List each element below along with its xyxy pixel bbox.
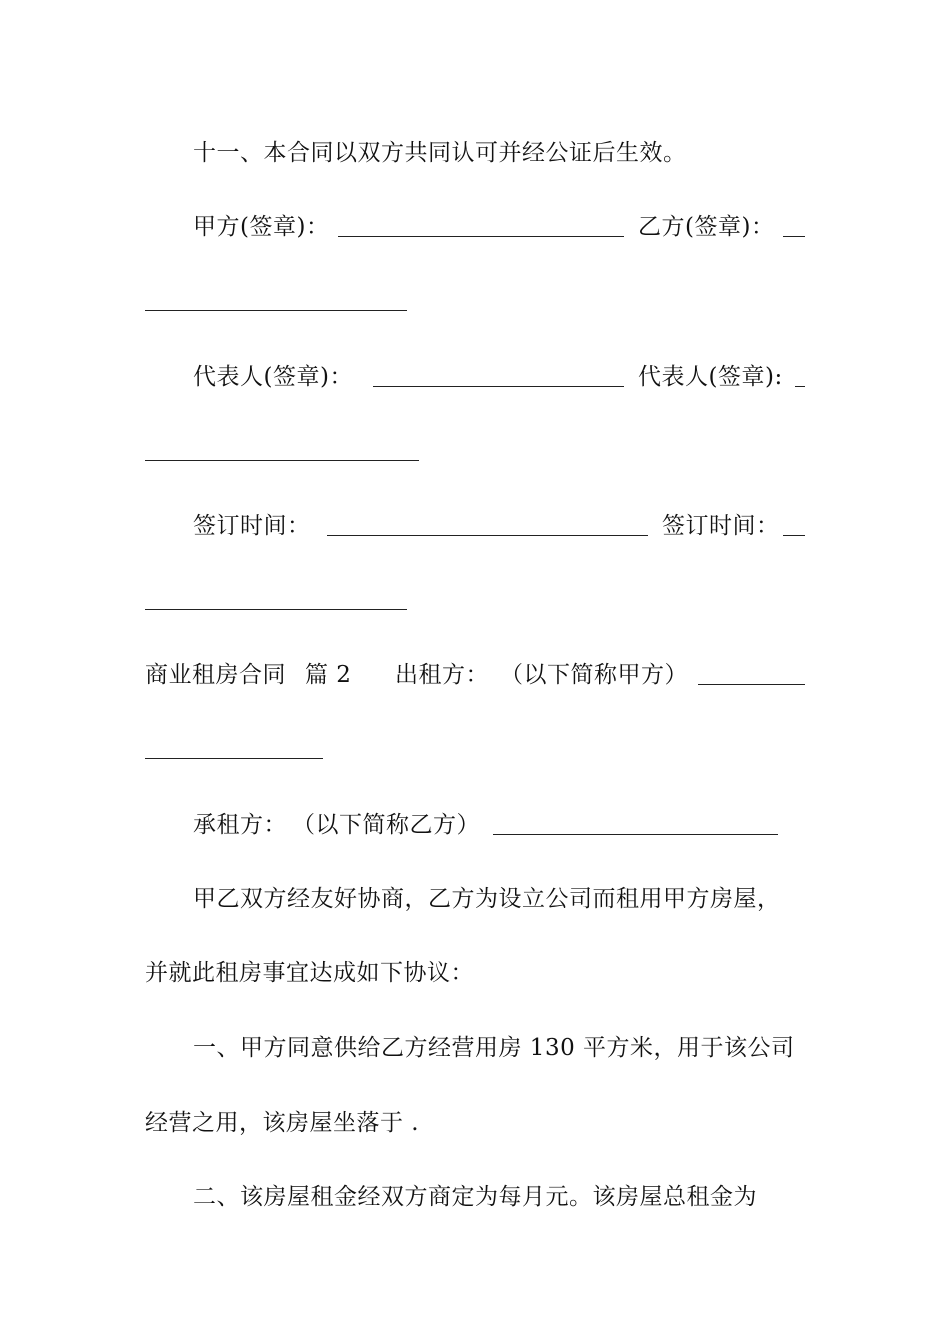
date-b-label: 签订时间：: [662, 513, 780, 539]
lessee-label: 承租方：: [193, 812, 287, 838]
date-b-blank-cont: [145, 609, 407, 610]
intro-line-2: 并就此租房事宜达成如下协议：: [145, 960, 474, 986]
clause-1-line-2: 经营之用，该房屋坐落于 .: [145, 1110, 420, 1136]
lessee-note: （以下简称乙方）: [292, 812, 480, 838]
rep-b-sign-blank-cont: [145, 460, 419, 461]
lessor-blank: [698, 684, 805, 685]
lessee-blank: [493, 834, 778, 835]
party-b-sign-label: 乙方(签章)：: [638, 214, 775, 240]
date-b-blank: [783, 535, 805, 536]
party-a-sign-blank: [338, 236, 624, 237]
rep-a-sign-blank: [373, 386, 624, 387]
lessor-blank-cont: [145, 758, 323, 759]
party-b-sign-blank: [783, 236, 805, 237]
party-b-sign-blank-cont: [145, 310, 407, 311]
rep-b-sign-blank: [795, 386, 805, 387]
lessor-label: 出租方：: [395, 662, 489, 688]
contract-title: 商业租房合同: [145, 662, 286, 688]
contract-chapter: 篇 2: [305, 662, 352, 688]
clause-11: 十一、本合同以双方共同认可并经公证后生效。: [193, 140, 687, 166]
clause-2-line-1: 二、该房屋租金经双方商定为每月元。该房屋总租金为: [193, 1184, 757, 1210]
rep-b-sign-label: 代表人(签章):: [638, 364, 783, 390]
date-a-label: 签订时间：: [193, 513, 311, 539]
clause-1-line-1: 一、甲方同意供给乙方经营用房 130 平方米，用于该公司: [193, 1035, 795, 1061]
lessor-note: （以下简称甲方）: [500, 662, 688, 688]
party-a-sign-label: 甲方(签章)：: [193, 214, 330, 240]
date-a-blank: [327, 535, 648, 536]
rep-a-sign-label: 代表人(签章)：: [193, 364, 353, 390]
intro-line-1: 甲乙双方经友好协商，乙方为设立公司而租用甲方房屋，: [193, 886, 781, 912]
